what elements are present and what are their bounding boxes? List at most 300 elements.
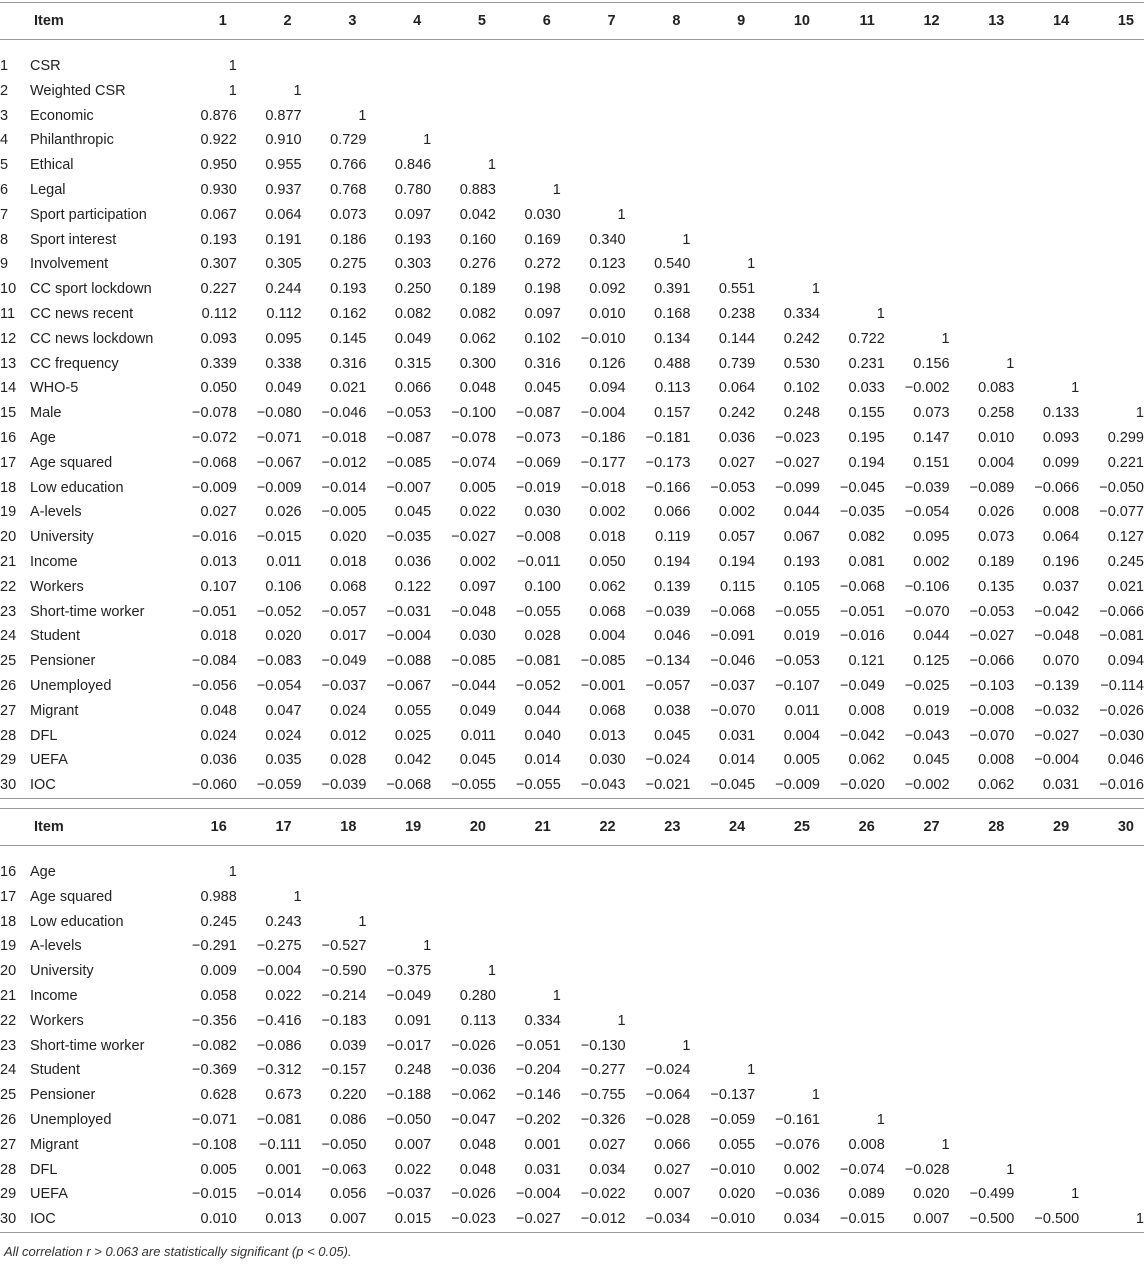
- correlation-cell: −0.025: [904, 677, 950, 694]
- correlation-cell: [496, 40, 561, 79]
- correlation-cell: 0.045: [524, 380, 561, 397]
- correlation-cell: [820, 1083, 885, 1108]
- column-header: 11: [820, 3, 885, 40]
- column-header: 19: [366, 809, 431, 846]
- correlation-cell: 0.050: [200, 380, 237, 397]
- correlation-cell: [431, 104, 496, 129]
- correlation-cell: 0.012: [330, 727, 367, 744]
- row-label: Migrant: [30, 1136, 79, 1153]
- correlation-cell: [690, 104, 755, 129]
- correlation-cell: 0.004: [783, 727, 820, 744]
- correlation-cell: 0.127: [1107, 529, 1144, 546]
- correlation-cell: −0.202: [516, 1111, 561, 1128]
- correlation-cell: [626, 1009, 691, 1034]
- row-number: 26: [0, 1111, 17, 1128]
- correlation-cell: 0.106: [265, 578, 302, 595]
- correlation-cell: [366, 846, 431, 885]
- correlation-cell: −0.012: [561, 1207, 626, 1232]
- row-label: Workers: [30, 578, 84, 595]
- correlation-cell: −0.001: [580, 677, 626, 694]
- correlation-cell: [885, 252, 950, 277]
- correlation-cell: 0.070: [1042, 653, 1080, 670]
- correlation-cell: 0.316: [330, 355, 367, 372]
- correlation-cell: 0.316: [524, 355, 561, 372]
- correlation-cell: 0.049: [459, 702, 496, 719]
- correlation-cell: 0.102: [524, 330, 561, 347]
- correlation-cell: [820, 1009, 885, 1034]
- row-number: 11: [0, 305, 16, 322]
- correlation-cell: 0.011: [460, 727, 496, 744]
- correlation-cell: 0.008: [848, 702, 885, 719]
- correlation-cell: [950, 153, 1015, 178]
- correlation-cell: 0.062: [950, 773, 1015, 798]
- correlation-cell: 0.027: [718, 454, 756, 471]
- correlation-cell: −0.048: [451, 603, 496, 620]
- correlation-cell: 1: [747, 1062, 756, 1079]
- correlation-cell: [885, 153, 950, 178]
- correlation-cell: −0.091: [710, 628, 756, 645]
- correlation-cell: 1: [876, 1111, 885, 1128]
- correlation-cell: 0.033: [848, 380, 885, 397]
- correlation-cell: −0.050: [386, 1111, 432, 1128]
- correlation-cell: [950, 104, 1015, 129]
- correlation-cell: 0.168: [654, 305, 691, 322]
- table-row: [0, 699, 1144, 724]
- correlation-cell: 0.042: [394, 752, 432, 769]
- header-row: [0, 3, 1144, 40]
- correlation-cell: 0.007: [302, 1207, 367, 1232]
- correlation-cell: −0.039: [904, 479, 950, 496]
- correlation-cell: 1: [228, 58, 237, 74]
- correlation-cell: [626, 40, 691, 79]
- correlation-cell: 0.248: [783, 405, 820, 422]
- correlation-cell: −0.356: [192, 1012, 237, 1029]
- column-header: 5: [431, 3, 496, 40]
- correlation-cell: 0.122: [394, 578, 432, 595]
- correlation-cell: 0.031: [524, 1161, 561, 1178]
- column-header: 9: [690, 3, 755, 40]
- correlation-cell: 0.027: [200, 504, 237, 521]
- correlation-cell: 0.002: [459, 553, 496, 570]
- correlation-cell: 0.193: [783, 553, 820, 570]
- correlation-cell: −0.007: [386, 479, 432, 496]
- correlation-cell: −0.016: [840, 628, 885, 645]
- row-label: Philanthropic: [30, 132, 114, 149]
- correlation-cell: 0.027: [654, 1161, 691, 1178]
- correlation-cell: −0.081: [256, 1111, 302, 1128]
- correlation-cell: −0.277: [580, 1062, 626, 1079]
- correlation-cell: 0.768: [330, 181, 367, 198]
- correlation-cell: 0.066: [394, 380, 432, 397]
- column-header: 7: [561, 3, 626, 40]
- correlation-cell: [1014, 1083, 1079, 1108]
- correlation-cell: −0.108: [192, 1136, 237, 1153]
- correlation-cell: 0.729: [330, 132, 367, 149]
- row-label: Workers: [30, 1012, 84, 1029]
- correlation-cell: 0.315: [394, 355, 432, 372]
- correlation-cell: [561, 40, 626, 79]
- correlation-cell: [496, 104, 561, 129]
- table-row: [0, 1034, 1144, 1059]
- table-row: [0, 624, 1144, 649]
- correlation-cell: 0.245: [200, 913, 237, 930]
- correlation-cell: −0.072: [192, 429, 237, 446]
- correlation-cell: −0.134: [645, 653, 691, 670]
- correlation-cell: 0.045: [913, 752, 950, 769]
- correlation-cell: −0.173: [645, 454, 691, 471]
- correlation-cell: −0.024: [645, 752, 691, 769]
- row-label: Short-time worker: [30, 1037, 145, 1054]
- correlation-cell: −0.186: [580, 429, 626, 446]
- correlation-cell: 0.242: [783, 330, 820, 347]
- correlation-cell: 0.162: [330, 305, 367, 322]
- correlation-cell: 0.303: [394, 256, 432, 273]
- column-header: 15: [1079, 3, 1144, 40]
- correlation-cell: 0.020: [265, 628, 302, 645]
- correlation-cell: 0.193: [200, 231, 237, 248]
- correlation-cell: 0.049: [265, 380, 302, 397]
- correlation-cell: −0.009: [192, 479, 237, 496]
- correlation-cell: 0.086: [330, 1111, 367, 1128]
- correlation-cell: −0.078: [192, 405, 237, 422]
- row-number: 28: [0, 727, 17, 744]
- correlation-cell: −0.024: [645, 1062, 691, 1079]
- correlation-cell: 0.097: [394, 206, 432, 223]
- correlation-cell: 0.020: [718, 1186, 756, 1203]
- column-header: 12: [885, 3, 950, 40]
- correlation-cell: [1079, 228, 1144, 253]
- correlation-cell: −0.527: [321, 938, 367, 955]
- correlation-cell: −0.010: [580, 330, 626, 347]
- correlation-cell: [690, 79, 755, 104]
- correlation-cell: 0.193: [394, 231, 432, 248]
- table-row: [0, 575, 1144, 600]
- table-row: [0, 984, 1144, 1009]
- correlation-cell: 0.067: [783, 529, 820, 546]
- correlation-cell: −0.100: [451, 405, 496, 422]
- table-row: [0, 40, 1144, 79]
- correlation-cell: [885, 984, 950, 1009]
- correlation-cell: −0.071: [192, 1111, 237, 1128]
- correlation-cell: [755, 203, 820, 228]
- correlation-cell: [496, 959, 561, 984]
- row-label: Male: [30, 405, 62, 422]
- correlation-cell: −0.008: [969, 702, 1015, 719]
- row-label: Income: [30, 553, 78, 570]
- correlation-cell: 0.094: [1107, 653, 1144, 670]
- row-label: Age squared: [30, 888, 113, 905]
- correlation-cell: 0.100: [524, 578, 561, 595]
- correlation-cell: 0.105: [783, 578, 820, 595]
- correlation-cell: [1014, 1133, 1079, 1158]
- correlation-cell: [950, 40, 1015, 79]
- correlation-cell: 0.055: [718, 1136, 756, 1153]
- correlation-cell: [1079, 1009, 1144, 1034]
- correlation-cell: 0.156: [913, 355, 950, 372]
- correlation-cell: 0.045: [459, 752, 496, 769]
- correlation-cell: −0.416: [256, 1012, 302, 1029]
- correlation-cell: [496, 846, 561, 885]
- correlation-cell: 0.020: [913, 1186, 950, 1203]
- table-row: [0, 846, 1144, 885]
- correlation-cell: −0.027: [969, 628, 1015, 645]
- correlation-cell: 1: [228, 864, 237, 880]
- column-header: 22: [561, 809, 626, 846]
- correlation-cell: [755, 1058, 820, 1083]
- correlation-cell: [1014, 302, 1079, 327]
- correlation-cell: [1079, 984, 1144, 1009]
- table-row: [0, 451, 1144, 476]
- correlation-cell: [1014, 885, 1079, 910]
- table-row: [0, 910, 1144, 935]
- row-label: UEFA: [30, 752, 68, 769]
- correlation-cell: [820, 885, 885, 910]
- correlation-cell: 0.238: [718, 305, 756, 322]
- correlation-cell: 0.091: [394, 1012, 432, 1029]
- correlation-cell: [755, 153, 820, 178]
- correlation-cell: 1: [1006, 355, 1015, 372]
- correlation-cell: 0.883: [459, 181, 496, 198]
- table-row: [0, 525, 1144, 550]
- correlation-cell: 0.119: [655, 529, 691, 546]
- correlation-cell: [755, 984, 820, 1009]
- correlation-cell: 0.338: [265, 355, 302, 372]
- correlation-cell: [1079, 1083, 1144, 1108]
- correlation-cell: 0.044: [783, 504, 820, 521]
- correlation-cell: 0.008: [848, 1136, 885, 1153]
- correlation-cell: −0.204: [516, 1062, 561, 1079]
- correlation-cell: −0.034: [626, 1207, 691, 1232]
- correlation-cell: [820, 846, 885, 885]
- correlation-cell: −0.027: [496, 1207, 561, 1232]
- correlation-cell: [496, 934, 561, 959]
- row-label: Income: [30, 987, 78, 1004]
- correlation-cell: [431, 846, 496, 885]
- correlation-cell: 0.021: [330, 380, 367, 397]
- correlation-cell: −0.026: [1099, 702, 1144, 719]
- correlation-cell: [626, 203, 691, 228]
- correlation-cell: −0.053: [969, 603, 1015, 620]
- table-row: [0, 500, 1144, 525]
- correlation-cell: −0.139: [1034, 677, 1080, 694]
- correlation-cell: 0.067: [200, 206, 237, 223]
- correlation-cell: 0.048: [459, 1161, 496, 1178]
- row-number: 27: [0, 702, 17, 719]
- correlation-cell: 0.018: [589, 529, 626, 546]
- row-label: Sport interest: [30, 231, 117, 248]
- correlation-cell: 0.057: [718, 529, 756, 546]
- correlation-cell: −0.077: [1099, 504, 1144, 521]
- correlation-cell: −0.375: [386, 963, 432, 980]
- correlation-cell: −0.055: [516, 603, 561, 620]
- correlation-cell: [690, 1034, 755, 1059]
- correlation-cell: 0.034: [589, 1161, 626, 1178]
- correlation-cell: 0.107: [200, 578, 237, 595]
- correlation-cell: −0.082: [192, 1037, 237, 1054]
- correlation-cell: [1079, 910, 1144, 935]
- correlation-cell: [755, 1034, 820, 1059]
- correlation-cell: [1079, 104, 1144, 129]
- correlation-cell: [626, 846, 691, 885]
- correlation-cell: 1: [617, 1012, 626, 1029]
- correlation-cell: −0.076: [775, 1136, 820, 1153]
- table-row: [0, 674, 1144, 699]
- correlation-cell: [561, 128, 626, 153]
- correlation-cell: 0.002: [783, 1161, 820, 1178]
- correlation-cell: −0.114: [1100, 677, 1144, 694]
- correlation-cell: [1079, 1133, 1144, 1158]
- row-label: DFL: [30, 727, 58, 744]
- correlation-cell: −0.002: [904, 380, 950, 397]
- correlation-cell: −0.057: [645, 677, 691, 694]
- correlation-cell: 0.097: [459, 578, 496, 595]
- correlation-cell: 0.014: [524, 752, 561, 769]
- correlation-cell: −0.049: [321, 653, 367, 670]
- correlation-cell: [950, 885, 1015, 910]
- correlation-cell: −0.023: [431, 1207, 496, 1232]
- row-label: A-levels: [30, 504, 82, 521]
- correlation-cell: 0.093: [1042, 429, 1080, 446]
- row-number: 27: [0, 1136, 17, 1153]
- correlation-cell: [885, 203, 950, 228]
- correlation-cell: [885, 1009, 950, 1034]
- correlation-cell: −0.085: [451, 653, 496, 670]
- row-label: UEFA: [30, 1186, 68, 1203]
- correlation-cell: [431, 934, 496, 959]
- row-number: 14: [0, 380, 17, 397]
- correlation-cell: 1: [876, 305, 885, 322]
- correlation-cell: −0.074: [840, 1161, 885, 1178]
- correlation-cell: −0.020: [820, 773, 885, 798]
- correlation-cell: [366, 910, 431, 935]
- correlation-cell: 0.540: [654, 256, 691, 273]
- correlation-cell: 0.334: [524, 1012, 561, 1029]
- correlation-cell: −0.051: [840, 603, 885, 620]
- correlation-cell: −0.068: [192, 454, 237, 471]
- correlation-cell: 0.930: [200, 181, 237, 198]
- correlation-cell: 1: [941, 330, 950, 347]
- correlation-cell: [366, 79, 431, 104]
- correlation-cell: 0.031: [1014, 773, 1079, 798]
- correlation-cell: 0.123: [589, 256, 626, 273]
- correlation-cell: [1079, 203, 1144, 228]
- correlation-cell: −0.052: [256, 603, 302, 620]
- correlation-cell: 0.169: [524, 231, 561, 248]
- correlation-cell: [820, 959, 885, 984]
- correlation-cell: 0.019: [783, 628, 820, 645]
- correlation-cell: 0.244: [265, 281, 302, 298]
- correlation-cell: 0.125: [913, 653, 950, 670]
- row-label: Student: [30, 1062, 80, 1079]
- correlation-cell: −0.015: [192, 1186, 237, 1203]
- correlation-cell: −0.009: [755, 773, 820, 798]
- correlation-cell: [1014, 252, 1079, 277]
- correlation-cell: [1014, 128, 1079, 153]
- row-number: 29: [0, 1186, 17, 1203]
- correlation-cell: −0.023: [775, 429, 820, 446]
- correlation-cell: [950, 1034, 1015, 1059]
- correlation-cell: 0.937: [265, 181, 302, 198]
- row-number: 25: [0, 1087, 17, 1104]
- correlation-cell: [366, 40, 431, 79]
- correlation-cell: [820, 1058, 885, 1083]
- correlation-cell: −0.051: [516, 1037, 561, 1054]
- correlation-cell: −0.106: [904, 578, 950, 595]
- column-header: 17: [237, 809, 302, 846]
- correlation-cell: −0.083: [256, 653, 302, 670]
- correlation-cell: [885, 1108, 950, 1133]
- correlation-cell: [431, 910, 496, 935]
- correlation-cell: 0.018: [200, 628, 237, 645]
- correlation-cell: −0.069: [516, 454, 561, 471]
- correlation-cell: [1079, 1058, 1144, 1083]
- correlation-cell: 1: [487, 963, 496, 980]
- correlation-cell: 0.112: [201, 305, 237, 322]
- correlation-cell: [885, 79, 950, 104]
- correlation-cell: 0.220: [330, 1087, 367, 1104]
- correlation-cell: [820, 252, 885, 277]
- correlation-cell: −0.071: [256, 429, 302, 446]
- correlation-cell: 0.846: [394, 157, 432, 174]
- table-row: [0, 1083, 1144, 1108]
- correlation-cell: [626, 885, 691, 910]
- correlation-cell: [950, 252, 1015, 277]
- row-label: Short-time worker: [30, 603, 145, 620]
- row-number: 19: [0, 504, 17, 521]
- correlation-cell: −0.004: [386, 628, 432, 645]
- table-row: [0, 476, 1144, 501]
- correlation-cell: −0.050: [321, 1136, 367, 1153]
- correlation-cell: 1: [1079, 1207, 1144, 1232]
- correlation-cell: [1014, 959, 1079, 984]
- correlation-cell: −0.010: [710, 1161, 756, 1178]
- item-column-header: Item: [0, 809, 172, 846]
- correlation-cell: [1014, 846, 1079, 885]
- correlation-cell: −0.066: [969, 653, 1015, 670]
- column-header: 10: [755, 3, 820, 40]
- correlation-cell: −0.047: [451, 1111, 496, 1128]
- correlation-cell: −0.035: [840, 504, 885, 521]
- correlation-cell: 0.045: [654, 727, 691, 744]
- table-row: [0, 724, 1144, 749]
- correlation-cell: 0.035: [265, 752, 302, 769]
- table-row: [0, 327, 1144, 352]
- table-row: [0, 959, 1144, 984]
- correlation-cell: 0.014: [718, 752, 756, 769]
- correlation-table-part-1: [0, 2, 1144, 799]
- row-label: CC frequency: [30, 355, 119, 372]
- row-label: IOC: [30, 1207, 172, 1232]
- correlation-cell: 0.018: [330, 553, 367, 570]
- correlation-cell: 0.305: [265, 256, 302, 273]
- correlation-cell: 0.036: [394, 553, 432, 570]
- correlation-cell: 0.031: [718, 727, 756, 744]
- correlation-cell: [950, 959, 1015, 984]
- correlation-cell: 0.950: [200, 157, 237, 174]
- column-header: 30: [1079, 809, 1144, 846]
- correlation-cell: 0.189: [459, 281, 496, 298]
- row-number: 17: [0, 888, 17, 905]
- row-number: 23: [0, 1037, 17, 1054]
- correlation-cell: 0.044: [524, 702, 561, 719]
- correlation-cell: [626, 984, 691, 1009]
- correlation-cell: −0.012: [321, 454, 367, 471]
- correlation-cell: 1: [811, 1087, 820, 1104]
- correlation-cell: 0.145: [330, 330, 367, 347]
- correlation-cell: [950, 846, 1015, 885]
- correlation-cell: 0.113: [655, 380, 691, 397]
- table-row: [0, 79, 1144, 104]
